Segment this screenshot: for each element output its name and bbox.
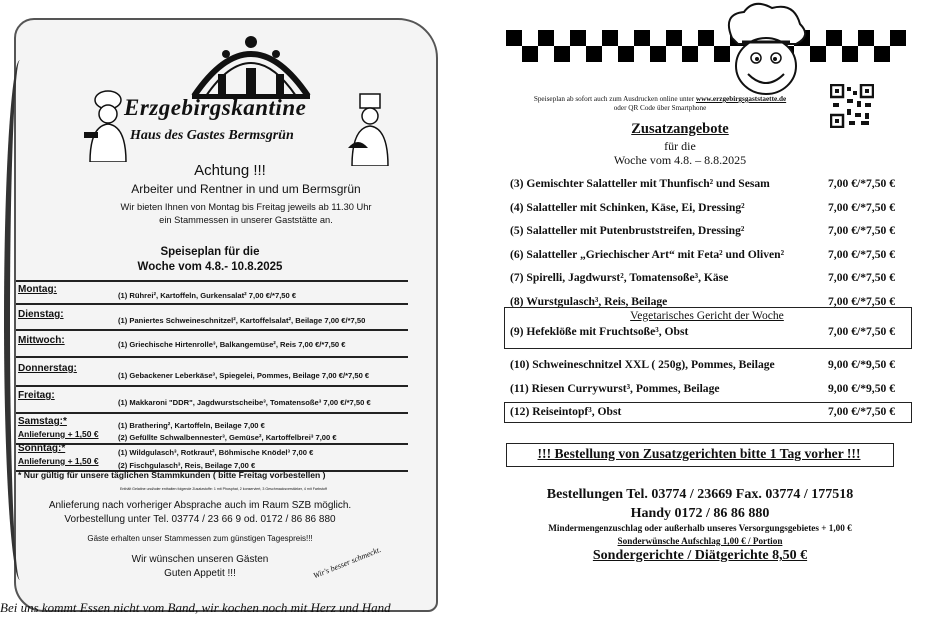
- checker-square: [874, 46, 890, 62]
- surcharge-info-1: Mindermengenzuschlag oder außerhalb unseres Versorgungsgebietes + 1,00 €: [548, 523, 852, 533]
- extras-heading: Zusatzangebote: [631, 121, 729, 137]
- offer-line-2: ein Stammessen in unserer Gaststätte an.: [159, 215, 333, 225]
- table-line: [16, 303, 408, 305]
- website-link[interactable]: www.erzgebirgsgaststaette.de: [695, 95, 787, 103]
- checker-square: [666, 30, 682, 46]
- checker-square: [842, 46, 858, 62]
- checker-square: [522, 46, 538, 62]
- menu-item-6: (6) Salatteller „Griechischer Art“ mit Feta² und Oliven² 7,00 €/*7,50 €: [510, 248, 895, 261]
- discount-info: Gäste erhalten unser Stammessen zum günstigen Tagespreis!!!: [87, 534, 313, 543]
- menu-item-9: (9) Hefeklöße mit Fruchtsoße³, Obst 7,00 €/*7,50 €: [510, 325, 895, 338]
- checker-square: [554, 46, 570, 62]
- saturday-delivery-fee: Anlieferung + 1,50 €: [18, 429, 99, 439]
- surcharge-info-2: Sonderwünsche Aufschlag 1,00 € / Portion: [617, 536, 783, 546]
- price: 7,00 €/*7,50 €: [828, 405, 895, 418]
- table-line: [16, 329, 408, 331]
- dish-thursday: (1) Gebackener Leberkäse³, Spiegelei, Pommes, Beilage 7,00 €/*7,50 €: [118, 371, 370, 380]
- checker-square: [650, 46, 666, 62]
- extras-heading-sub: für die: [664, 139, 696, 153]
- checker-square: [810, 46, 826, 62]
- menu-item-8: (8) Wurstgulasch³, Reis, Beilage 7,00 €/*7,50 €: [510, 295, 895, 308]
- extras-week: Woche vom 4.8. – 8.8.2025: [613, 153, 747, 167]
- delivery-info-1: Anlieferung nach vorheriger Absprache auch im Raum SZB möglich.: [48, 500, 352, 511]
- qr-code-icon[interactable]: [830, 84, 874, 128]
- wish-line-2: Guten Appetit !!!: [164, 568, 236, 579]
- table-line: [16, 412, 408, 414]
- price: 7,00 €/*7,50 €: [828, 177, 895, 190]
- wish-line-1: Wir wünschen unseren Gästen: [131, 554, 269, 565]
- day-label-saturday: Samstag:*: [18, 416, 67, 427]
- table-line: [16, 280, 408, 282]
- left-menu-page: [0, 0, 455, 620]
- plan-title: Speiseplan für die: [160, 246, 260, 258]
- price: 7,00 €/*7,50 €: [828, 224, 895, 237]
- regulars-note: * Nur gültig für unsere täglichen Stammkunden ( bitte Freitag vorbestellen ): [18, 470, 326, 480]
- chef-head-icon: [718, 2, 810, 98]
- plan-week: Woche vom 4.8.- 10.8.2025: [137, 261, 283, 273]
- table-line: [16, 356, 408, 358]
- price: 7,00 €/*7,50 €: [828, 325, 895, 338]
- checker-square: [602, 30, 618, 46]
- dish-wednesday: (1) Griechische Hirtenrolle³, Balkangemüse², Reis 7,00 €/*7,50 €: [118, 340, 346, 349]
- menu-item-7: (7) Spirelli, Jagdwurst², Tomatensoße³, Käse 7,00 €/*7,50 €: [510, 271, 895, 284]
- checker-square: [890, 30, 906, 46]
- price: 9,00 €/*9,50 €: [828, 382, 895, 395]
- checker-square: [538, 30, 554, 46]
- dish-friday: (1) Makkaroni "DDR", Jagdwurstscheibe³, Tomatensoße³ 7,00 €/*7,50 €: [118, 398, 371, 407]
- menu-item-3: (3) Gemischter Salatteller mit Thunfisch² und Sesam 7,00 €/*7,50 €: [510, 177, 895, 190]
- offer-line-1: Wir bieten Ihnen von Montag bis Freitag jeweils ab 11.30 Uhr: [120, 202, 372, 212]
- day-label-tuesday: Dienstag:: [18, 309, 64, 320]
- checkered-banner: [506, 30, 906, 62]
- checker-square: [858, 30, 874, 46]
- price: 7,00 €/*7,50 €: [828, 271, 895, 284]
- bottom-script-slogan: Bei uns kommt Essen nicht vom Band, wir kochen noch mit Herz und Hand: [0, 600, 391, 615]
- table-line: [16, 385, 408, 387]
- dish-sunday-2: (2) Fischgulasch³, Reis, Beilage 7,00 €: [118, 461, 256, 470]
- price: 9,00 €/*9,50 €: [828, 358, 895, 371]
- menu-item-4: (4) Salatteller mit Schinken, Käse, Ei, Dressing² 7,00 €/*7,50 €: [510, 201, 895, 214]
- checker-square: [506, 30, 522, 46]
- menu-item-10: (10) Schweineschnitzel XXL ( 250g), Pommes, Beilage 9,00 €/*9,50 €: [510, 358, 895, 371]
- contact-mobile: Handy 0172 / 86 86 880: [630, 506, 770, 521]
- menu-item-11: (11) Riesen Currywurst³, Pommes, Beilage 9,00 €/*9,50 €: [510, 382, 895, 395]
- dish-saturday-2: (2) Gefüllte Schwalbennester³, Gemüse², Kartoffelbrei³ 7,00 €: [118, 433, 337, 442]
- delivery-info-2: Vorbestellung unter Tel. 03774 / 23 66 9 od. 0172 / 86 86 880: [64, 514, 336, 525]
- day-label-thursday: Donnerstag:: [18, 363, 77, 374]
- order-notice: !!! Bestellung von Zusatzgerichten bitte 1 Tag vorher !!!: [537, 446, 861, 461]
- checker-square: [586, 46, 602, 62]
- dish-monday: (1) Rührei², Kartoffeln, Gurkensalat² 7,00 €/*7,50 €: [118, 291, 297, 300]
- dish-saturday-1: (1) Brathering², Kartoffeln, Beilage 7,00 €: [118, 421, 265, 430]
- special-diet-price: Sondergerichte / Diätgerichte 8,50 €: [592, 548, 808, 563]
- menu-item-12: (12) Reiseintopf³, Obst 7,00 €/*7,50 €: [510, 405, 895, 418]
- day-label-friday: Freitag:: [18, 390, 55, 401]
- waiter-figure-icon: [348, 92, 392, 166]
- menu-item-5: (5) Salatteller mit Putenbruststreifen, Dressing² 7,00 €/*7,50 €: [510, 224, 895, 237]
- sunday-delivery-fee: Anlieferung + 1,50 €: [18, 456, 99, 466]
- dish-tuesday: (1) Paniertes Schweineschnitzel², Kartoffelsalat², Beilage 7,00 €/*7,50: [118, 316, 366, 325]
- online-info-line-1: Speiseplan ab sofort auch zum Ausdrucken online unter www.erzgebirgsgaststaette.de: [533, 95, 787, 103]
- checker-square: [634, 30, 650, 46]
- additives-fineprint: Enthält Gelatine und/oder enthalten folgende Zusatzstoffe: 1 mit Phosphat, 2 konserviert, 3 Geschmacksverstärker, 4 mit Farbstoff: [120, 487, 327, 491]
- checker-square: [618, 46, 634, 62]
- price: 7,00 €/*7,50 €: [828, 248, 895, 261]
- kantine-title: Erzgebirgskantine: [124, 95, 307, 120]
- schwibbogen-ornament-icon: [188, 22, 314, 102]
- day-label-sunday: Sonntag:*: [18, 443, 66, 454]
- checker-square: [826, 30, 842, 46]
- contact-phone: Bestellungen Tel. 03774 / 23669 Fax. 03774 / 177518: [546, 487, 854, 502]
- checker-square: [698, 30, 714, 46]
- price: 7,00 €/*7,50 €: [828, 201, 895, 214]
- target-group-text: Arbeiter und Rentner in und um Bermsgrün: [131, 182, 361, 196]
- checker-square: [682, 46, 698, 62]
- scroll-stamp-text: Wir's besser schmeckt.: [312, 544, 383, 581]
- dish-sunday-1: (1) Wildgulasch³, Rotkraut², Böhmische Knödel³ 7,00 €: [118, 448, 314, 457]
- attention-text: Achtung !!!: [194, 162, 266, 179]
- day-label-monday: Montag:: [18, 284, 57, 295]
- vegetarian-heading: Vegetarisches Gericht der Woche: [630, 309, 784, 322]
- table-line: [16, 443, 408, 445]
- kantine-subtitle: Haus des Gastes Bermsgrün: [130, 128, 294, 143]
- online-info-line-2: oder QR Code über Smartphone: [613, 104, 707, 112]
- day-label-wednesday: Mittwoch:: [18, 335, 65, 346]
- checker-square: [570, 30, 586, 46]
- price: 7,00 €/*7,50 €: [828, 295, 895, 308]
